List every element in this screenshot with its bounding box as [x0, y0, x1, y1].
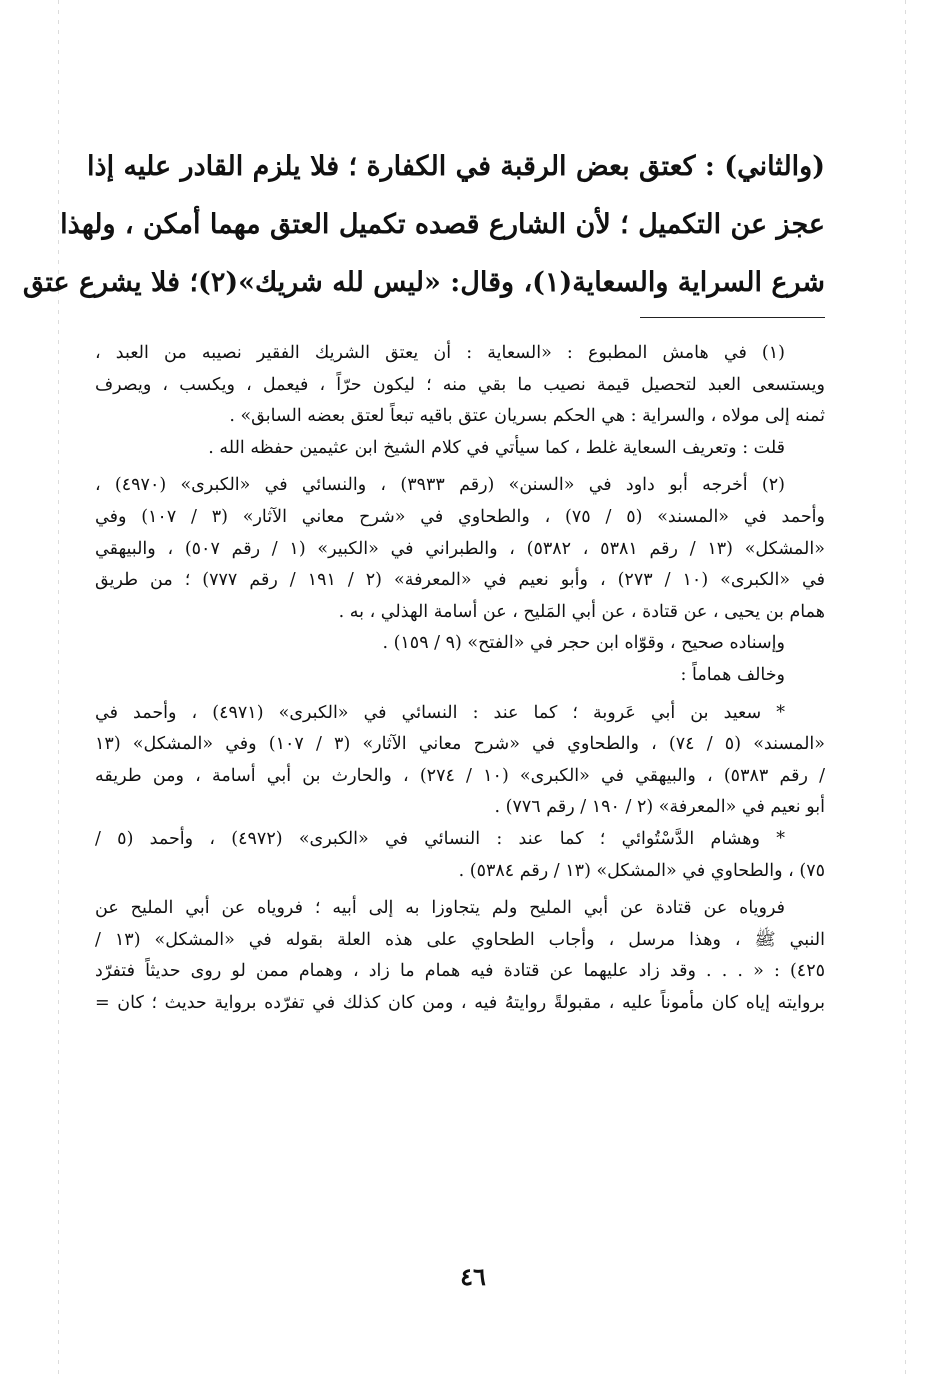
footnote-2-line: ٤٢٥) : « . . . وقد زاد عليهما عن قتادة فيه همام ما زاد ، وهمام ممن لو روى حديثاً فتفرّد: [95, 961, 825, 982]
footnote-2-line: ٧٥) ، والطحاوي في «المشكل» (١٣ / رقم ٥٣٨٤) .: [458, 860, 825, 881]
footnote-2-line: * وهشام الدَّسْتُوائي ؛ كما عند : النسائي في «الكبرى» (٤٩٧٢) ، وأحمد (٥ /: [95, 828, 785, 849]
footnote-2-line: فروياه عن قتادة عن أبي المليح ولم يتجاوزا به إلى أبيه ؛ فروياه عن أبي المليح عن: [95, 898, 785, 919]
footnote-2-line: همام بن يحيى ، عن قتادة ، عن أبي المَليح ، عن أسامة الهذلي ، به .: [338, 601, 825, 622]
footnote-2-line: وإسناده صحيح ، وقوّاه ابن حجر في «الفتح» (٩ / ١٥٩) .: [382, 633, 785, 654]
footnote-2-line: / رقم ٥٣٨٣) ، والبيهقي في «الكبرى» (١٠ / ٢٧٤) ، والحارث بن أبي أسامة ، ومن طريقه: [95, 765, 825, 786]
footnote-1-comment: قلت : وتعريف السعاية غلط ، كما سيأتي في كلام الشيخ ابن عثيمين حفظه الله .: [208, 437, 785, 458]
main-text-block: [22, 138, 825, 312]
footnote-2-line: (٢) أخرجه أبو داود في «السنن» (رقم ٣٩٣٣) ، والنسائي في «الكبرى» (٤٩٧٠) ،: [95, 475, 785, 496]
footnote-2-line: «المسند» (٥ / ٧٤) ، والطحاوي في «شرح معاني الآثار» (٣ / ١٠٧) وفي «المشكل» (١٣: [95, 734, 825, 755]
footnote-separator: [640, 317, 825, 318]
footnote-1-line: ويستسعى العبد لتحصيل قيمة نصيب ما بقي منه ؛ ليكون حرّاً ، فيعمل ، ويكسب ، ويصرف: [95, 374, 825, 395]
footnote-2-line: وأحمد في «المسند» (٥ / ٧٥) ، والطحاوي في «شرح معاني الآثار» (٣ / ١٠٧) وفي: [95, 506, 825, 527]
main-text-line: شرع السراية والسعاية(١)، وقال: «ليس لله شريك»(٢)؛ فلا يشرع عتق: [22, 267, 825, 298]
footnote-1-line: ثمنه إلى مولاه ، والسراية : هي الحكم بسريان عتق باقيه تبعاً لعتق بعضه السابق» .: [229, 406, 825, 427]
scan-margin-dots-right: [905, 0, 906, 1375]
scan-margin-dots-left: [58, 0, 59, 1375]
footnote-1-line: (١) في هامش المطبوع : «السعاية : أن يعتق الشريك الفقير نصيبه من العبد ،: [95, 343, 785, 363]
footnote-2-line: * سعيد بن أبي عَروبة ؛ كما عند : النسائي في «الكبرى» (٤٩٧١) ، وأحمد في: [95, 702, 785, 723]
footnote-2-line: أبو نعيم في «المعرفة» (٢ / ١٩٠ / رقم ٧٧٦) .: [494, 797, 825, 818]
footnote-2-line: النبي ﷺ ، وهذا مرسل ، وأجاب الطحاوي على هذه العلة بقوله في «المشكل» (١٣ /: [95, 929, 825, 950]
footnote-2-line: وخالف هماماً :: [680, 664, 785, 685]
main-text-line: عجز عن التكميل ؛ لأن الشارع قصده تكميل العتق مهما أمكن ، ولهذا: [60, 209, 825, 240]
main-text-line: (والثاني) : كعتق بعض الرقبة في الكفارة ؛ فلا يلزم القادر عليه إذا: [87, 151, 825, 182]
page-number: ٤٦: [460, 1262, 486, 1291]
footnote-2-line: «المشكل» (١٣ / رقم ٥٣٨١ ، ٥٣٨٢) ، والطبراني في «الكبير» (١ / رقم ٥٠٧) ، والبيهقي: [95, 538, 825, 559]
footnotes-block: [95, 338, 825, 1019]
footnote-2-line: بروايته إياه كان مأموناً عليه ، مقبولةً روايتهُ فيه ، ومن كان كذلك في تفرّده برواية حديث ؛ كان =: [95, 992, 825, 1013]
footnote-2-line: في «الكبرى» (١٠ / ٢٧٣) ، وأبو نعيم في «المعرفة» (٢ / ١٩١ / رقم ٧٧٧) ؛ من طريق: [95, 570, 825, 591]
